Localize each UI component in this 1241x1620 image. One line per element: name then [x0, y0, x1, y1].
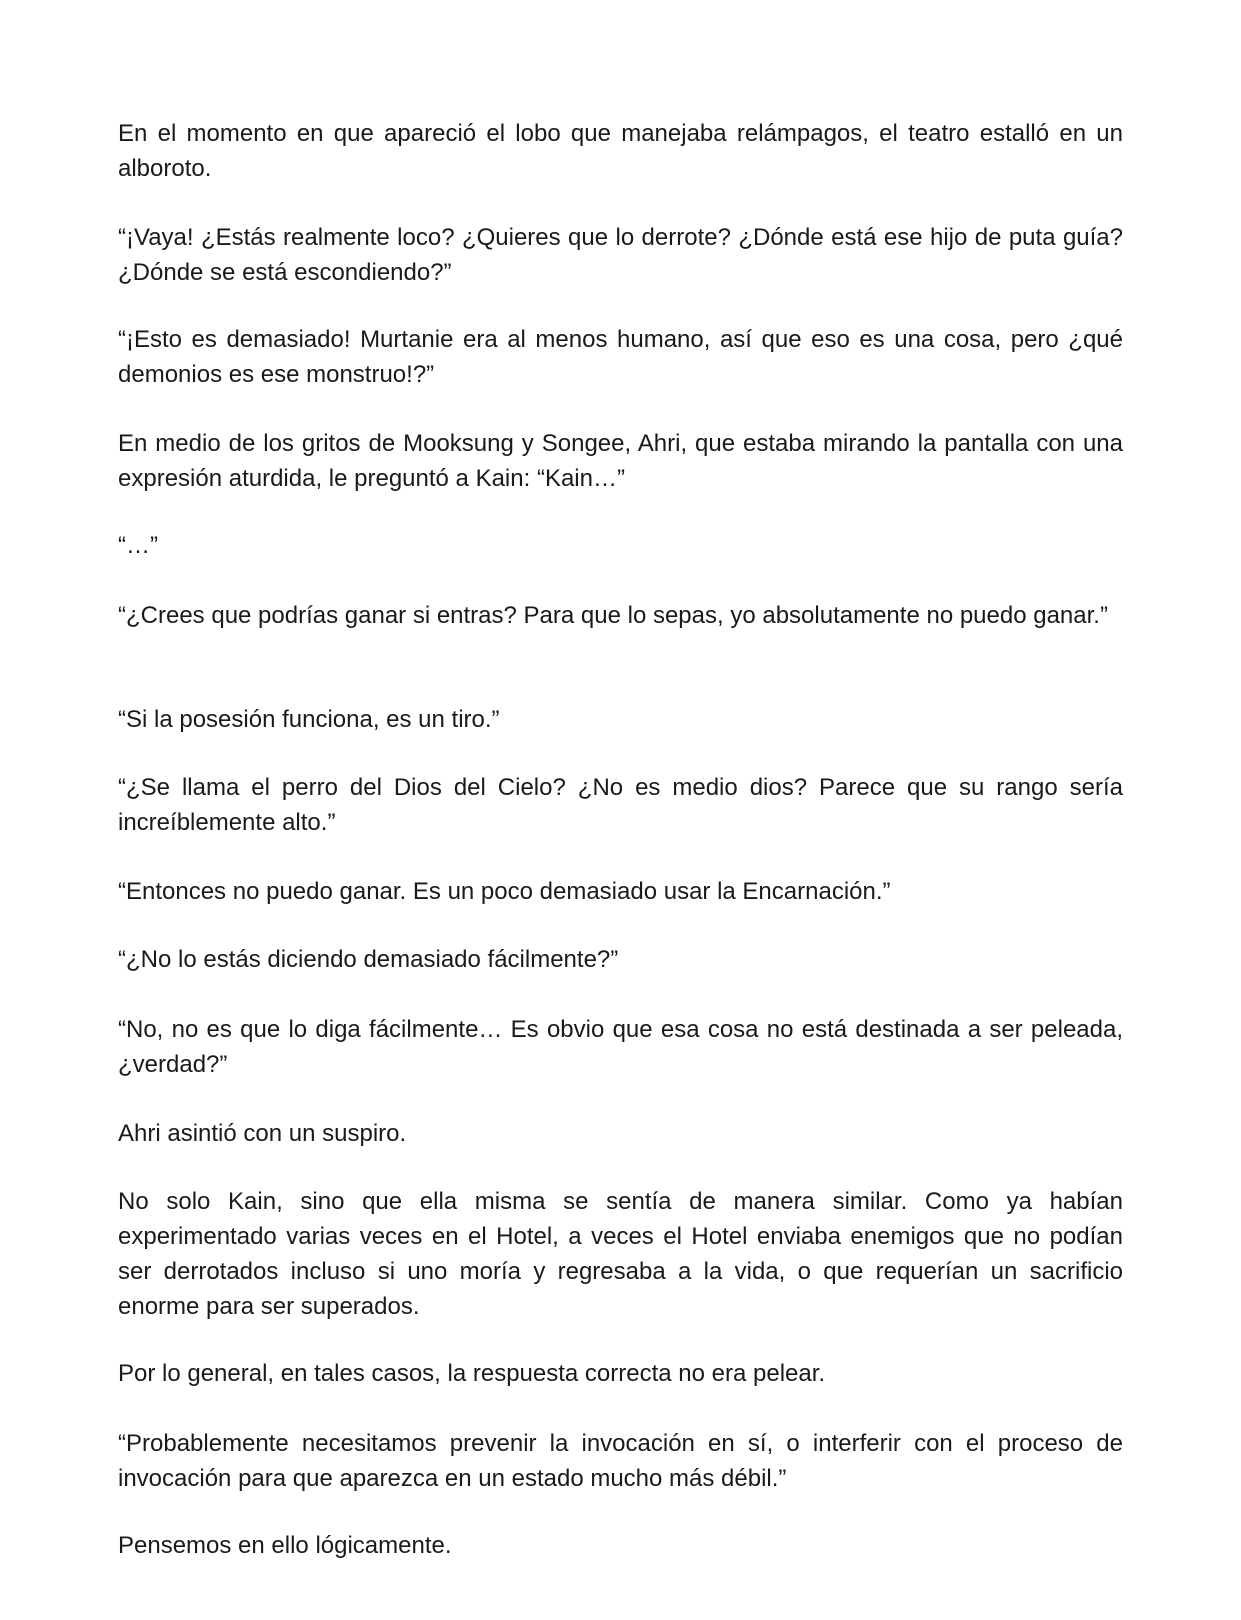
paragraph: “Entonces no puedo ganar. Es un poco demasiado usar la Encarnación.” [118, 878, 891, 905]
paragraph: Por lo general, en tales casos, la respuesta correcta no era pelear. [118, 1360, 826, 1387]
paragraph: Ahri asintió con un suspiro. [118, 1120, 407, 1147]
paragraph: “No, no es que lo diga fácilmente… Es obvio que esa cosa no está destinada a ser peleada, ¿verdad?” [118, 1016, 1123, 1078]
paragraph: “Si la posesión funciona, es un tiro.” [118, 706, 500, 733]
paragraph: “¡Vaya! ¿Estás realmente loco? ¿Quieres que lo derrote? ¿Dónde está ese hijo de puta guía? ¿Dónde se está escondiendo?” [118, 224, 1123, 286]
paragraph: “¡Esto es demasiado! Murtanie era al menos humano, así que eso es una cosa, pero ¿qué demonios es ese monstruo!?” [118, 326, 1123, 388]
paragraph: En el momento en que apareció el lobo que manejaba relámpagos, el teatro estalló en un alboroto. [118, 120, 1123, 182]
paragraph: “¿Crees que podrías ganar si entras? Para que lo sepas, yo absolutamente no puedo ganar.” [118, 602, 1108, 629]
paragraph: No solo Kain, sino que ella misma se sentía de manera similar. Como ya habían experimentado varias veces en el Hotel, a veces el Hotel enviaba enemigos que no podían ser derrotados incluso si uno moría y regresaba a la vida, o que requerían un sacrificio enorme para ser superados. [118, 1188, 1123, 1320]
paragraph: En medio de los gritos de Mooksung y Songee, Ahri, que estaba mirando la pantalla con una expresión aturdida, le preguntó a Kain: “Kain…” [118, 430, 1123, 492]
paragraph: “¿Se llama el perro del Dios del Cielo? ¿No es medio dios? Parece que su rango sería increíblemente alto.” [118, 774, 1123, 836]
paragraph: “¿No lo estás diciendo demasiado fácilmente?” [118, 946, 619, 973]
paragraph: “Probablemente necesitamos prevenir la invocación en sí, o interferir con el proceso de invocación para que aparezca en un estado mucho más débil.” [118, 1430, 1123, 1492]
paragraph: Pensemos en ello lógicamente. [118, 1532, 452, 1559]
paragraph: “…” [118, 532, 158, 559]
